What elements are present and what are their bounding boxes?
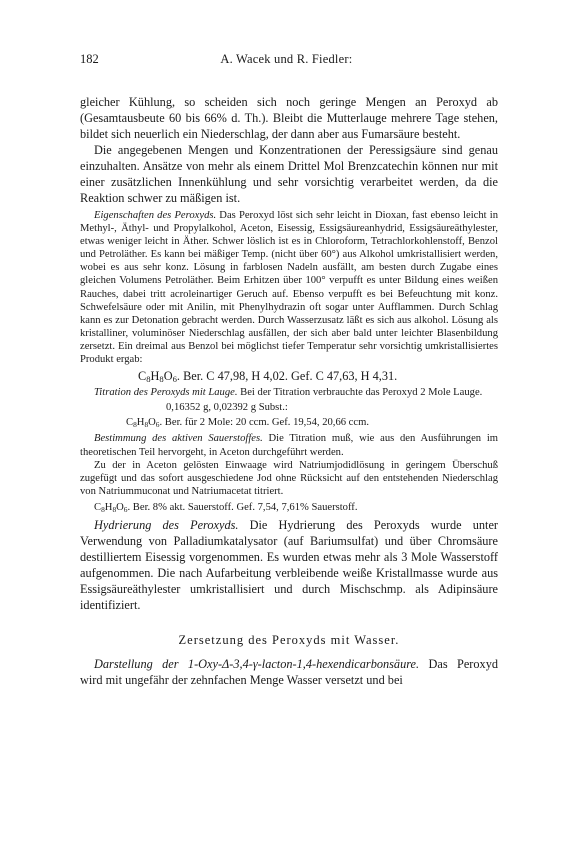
- preparation-text: Das Peroxyd wird mit ungefähr der zehnfachen Menge Wasser versetzt und bei: [80, 656, 498, 687]
- section-heading: Zersetzung des Peroxyds mit Wasser.: [178, 632, 400, 647]
- analysis-formula-2: $C_8H_8O_6$. Ber. für 2 Mole: 20 ccm. Gef. 19,54, 20,66 ccm.: [126, 417, 369, 430]
- running-title: A. Wacek und R. Fiedler:: [220, 52, 353, 66]
- analysis-formula-1: $C_8H_8O_6$. Ber. C 47,98, H 4,02. Gef. C 47,63, H 4,31.: [138, 369, 398, 385]
- paragraph-properties: [80, 209, 498, 366]
- paragraph-1: gleicher Kühlung, so scheiden sich noch geringe Mengen an Peroxyd ab (Gesamtausbeute 60 bis 66% d. Th.). Bleibt die Mutterlauge mehrere Tage stehen, bildet sich neuerlich ein Niederschlag, der dann aber aus Fumarsäure besteht.: [80, 95, 498, 141]
- page-header: [80, 52, 498, 67]
- titration-heading: Titration des Peroxyds mit Lauge.: [94, 387, 238, 399]
- paragraph-iodide: Zu der in Aceton gelösten Einwaage wird Natriumjodidlösung in geringem Überschuß zugefügt und das sofort ausgeschiedene Jod ohne Rücksicht auf den entstehenden Niederschlag von Natriummuconat und Natriumacetat titriert.: [80, 459, 498, 497]
- preparation-heading: Darstellung der 1-Oxy-Δ-3,4-γ-lacton-1,4-hexendicarbonsäure.: [94, 656, 420, 671]
- properties-text: Das Peroxyd löst sich sehr leicht in Dioxan, fast ebenso leicht in Methyl-, Äthyl- und Propylalkohol, Aceton, Eisessig, Essigsäureanhydrid, Essigsäureäthylester, etwas weniger leicht in Äther. Schwer löslich ist es in Chloroform, Tetrachlorkohlenstoff, Benzol und Petroläther. Es kann bei mäßiger Temp. (nicht über 60°) aus Alkohol umkristallisiert werden, wobei es aus sehr konz. Lösung in farblosen Nadeln ausfällt, am besten durch Zugabe eines gleichen Volumens Petroläther. Beim Erhitzen über 100° verpufft es unter Bildung eines weißen Rauches, dabei tritt acroleinartiger Geruch auf. Ebenso verpufft es bei Befeuchtung mit konz. Schwefelsäure oder mit Anilin, mit Phenylhydrazin oft sogar unter Aufflammen. Durch Schlag kann es zur Detonation gebracht werden. Durch Wasserzusatz läßt es sich aus alkohol. Lösung als kristalliner, voluminöser Niederschlag ausfällen, der sich aber bald unter leichter Blasenbildung zersetzt. Ein dreimal aus Benzol bei möglichst tiefer Temperatur sehr vorsichtig umkristallisiertes Produkt ergab:: [80, 210, 498, 366]
- properties-heading: Eigenschaften des Peroxyds.: [94, 210, 217, 221]
- paragraph-preparation: [80, 656, 498, 688]
- substance-weights: 0,16352 g, 0,02392 g Subst.:: [166, 402, 288, 414]
- analysis-1-text: . Ber. C 47,98, H 4,02. Gef. C 47,63, H 4,31.: [176, 369, 398, 384]
- page-number: 182: [80, 52, 99, 66]
- analysis-formula-3: $C_8H_8O_6$. Ber. 8% akt. Sauerstoff. Gef. 7,54, 7,61% Sauerstoff.: [94, 501, 358, 514]
- oxygen-text: Die Titration muß, wie aus den Ausführungen im theoretischen Teil hervorgeht, in Aceton durchgeführt werden.: [80, 433, 499, 458]
- hydrogenation-heading: Hydrierung des Peroxyds.: [94, 517, 239, 532]
- titration-text: Bei der Titration verbrauchte das Peroxyd 2 Mole Lauge.: [237, 387, 483, 399]
- paragraph-titration: [80, 386, 498, 399]
- oxygen-heading: Bestimmung des aktiven Sauerstoffes.: [94, 433, 263, 445]
- paragraph-hydrogenation: [80, 517, 498, 613]
- hydrogenation-text: Die Hydrierung des Peroxyds wurde unter Verwendung von Palladiumkatalysator (auf Bariumsulfat) und über Chromsäure destilliertem Eisessig vorgenommen. Es wurden etwas mehr als 3 Mole Wasserstoff aufgenommen. Die nach Aufarbeitung verbleibende weiße Kristallmasse wurde aus Essigsäureäthylester umkristallisiert und durch Mischschmp. als Adipinsäure identifiziert.: [80, 517, 498, 612]
- page-body: [80, 94, 498, 688]
- paragraph-oxygen: [80, 432, 498, 458]
- paragraph-2: Die angegebenen Mengen und Konzentrationen der Peressigsäure sind genau einzuhalten. Ansätze von mehr als einem Drittel Mol Brenzcatechin können nur mit einer zusätzlichen Innenkühlung und sehr vorsichtig verarbeitet werden, da die Reaktion schwer zu mäßigen ist.: [80, 143, 498, 205]
- analysis-2-text: . Ber. für 2 Mole: 20 ccm. Gef. 19,54, 20,66 ccm.: [159, 417, 369, 429]
- analysis-3-text: . Ber. 8% akt. Sauerstoff. Gef. 7,54, 7,61% Sauerstoff.: [127, 501, 358, 513]
